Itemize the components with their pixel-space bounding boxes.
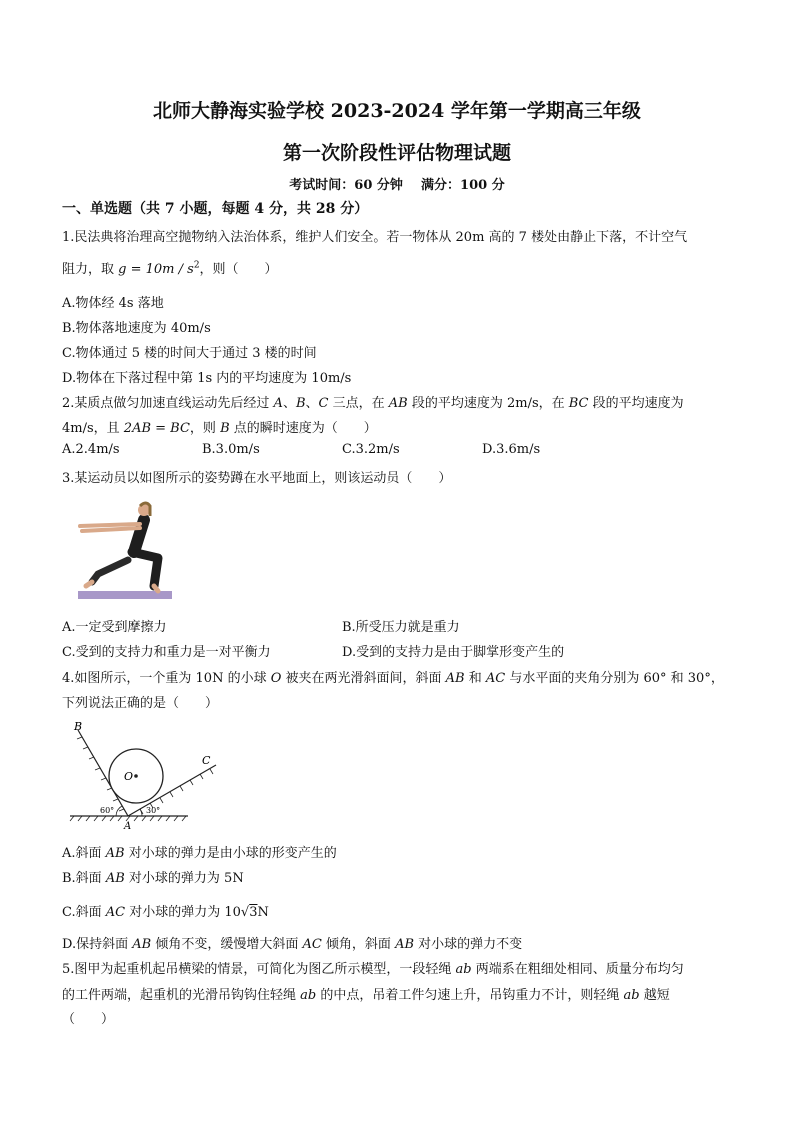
q2-option-b: B.3.0m/s bbox=[202, 442, 260, 457]
label-o: O bbox=[124, 770, 134, 783]
q2-option-c: C.3.2m/s bbox=[342, 442, 400, 457]
q1-g-value: g = 10m / s bbox=[118, 262, 194, 277]
q4-stem-line2: 下列说法正确的是（ ） bbox=[62, 696, 219, 711]
q2-text: 、 bbox=[282, 396, 296, 411]
q4-text: 对小球的弹力是由小球的形变产生的 bbox=[124, 846, 337, 861]
q4-text: 倾角，斜面 bbox=[321, 937, 396, 952]
q2-text: 、 bbox=[305, 396, 319, 411]
exam-meta bbox=[0, 174, 794, 193]
sqrt-sign: √ bbox=[240, 905, 250, 920]
q4-text: 倾角不变，缓慢增大斜面 bbox=[151, 937, 303, 952]
q4-text: 4.如图所示，一个重为 10N 的小球 bbox=[62, 671, 271, 686]
q4-stem-line1 bbox=[62, 667, 724, 686]
q2-var: B bbox=[295, 396, 306, 411]
q4-text: 对小球的弹力不变 bbox=[414, 937, 523, 952]
q4-var: O bbox=[270, 671, 282, 686]
inclined-planes-diagram bbox=[60, 718, 230, 836]
q2-text: ，则 bbox=[189, 421, 221, 436]
q5-stem-line3: （ ） bbox=[62, 1012, 115, 1027]
q5-text: 越短 bbox=[639, 988, 670, 1003]
q1-option-b: B.物体落地速度为 40m/s bbox=[62, 321, 211, 336]
q5-var: ab bbox=[455, 962, 472, 977]
q3-option-c: C.受到的支持力和重力是一对平衡力 bbox=[62, 645, 271, 660]
q2-stem-line1 bbox=[62, 392, 684, 411]
q2-text: 三点，在 bbox=[328, 396, 389, 411]
q5-text: 的中点，吊着工件匀速上升，吊钩重力不计，则轻绳 bbox=[316, 988, 624, 1003]
q4-var: AC bbox=[302, 937, 322, 952]
q2-option-a: A.2.4m/s bbox=[62, 442, 120, 457]
q4-option-c bbox=[62, 901, 269, 920]
label-c: C bbox=[202, 754, 211, 767]
sqrt-radicand: 3 bbox=[249, 905, 258, 920]
q2-text: 点的瞬时速度为（ ） bbox=[229, 421, 377, 436]
q4-var: AB bbox=[105, 871, 125, 886]
q1-option-d: D.物体在下落过程中第 1s 内的平均速度为 10m/s bbox=[62, 371, 352, 386]
q5-stem-line2 bbox=[62, 984, 670, 1003]
q4-text: 与水平面的夹角分别为 60° 和 30°， bbox=[505, 671, 724, 686]
q1-option-c: C.物体通过 5 楼的时间大于通过 3 楼的时间 bbox=[62, 346, 317, 361]
q4-text: C.斜面 bbox=[62, 905, 106, 920]
exam-time: 考试时间：60 分钟 bbox=[289, 178, 403, 193]
section-heading: 一、单选题（共 7 小题，每题 4 分，共 28 分） bbox=[62, 201, 369, 217]
q4-var: AC bbox=[485, 671, 506, 686]
q1-stem-line1: 1.民法典将治理高空抛物纳入法治体系，维护人们安全。若一物体从 20m 高的 7 楼处由静止下落，不计空气 bbox=[62, 230, 688, 245]
q2-stem-line2 bbox=[62, 417, 377, 436]
q3-stem: 3.某运动员以如图所示的姿势蹲在水平地面上，则该运动员（ ） bbox=[62, 471, 452, 486]
q2-text: 段的平均速度为 2m/s，在 bbox=[407, 396, 569, 411]
q4-option-a bbox=[62, 842, 337, 861]
q3-option-d: D.受到的支持力是由于脚掌形变产生的 bbox=[342, 645, 565, 660]
label-angle-60: 60° bbox=[100, 806, 115, 815]
q2-option-d: D.3.6m/s bbox=[482, 442, 541, 457]
q2-var: A bbox=[273, 396, 283, 411]
q4-text: 对小球的弹力为 5N bbox=[124, 871, 244, 886]
q4-text: A.斜面 bbox=[62, 846, 106, 861]
q4-var: AB bbox=[445, 671, 465, 686]
q2-var: AB bbox=[388, 396, 408, 411]
q4-text: D.保持斜面 bbox=[62, 937, 133, 952]
q4-option-b bbox=[62, 867, 244, 886]
q1-superscript: 2 bbox=[193, 260, 200, 271]
q2-var: BC bbox=[568, 396, 589, 411]
q4-var: AB bbox=[105, 846, 125, 861]
q4-option-d bbox=[62, 933, 522, 952]
label-b: B bbox=[74, 720, 83, 733]
label-a: A bbox=[124, 821, 132, 832]
q3-option-a: A.一定受到摩擦力 bbox=[62, 620, 167, 635]
q1-text: ，则（ ） bbox=[199, 262, 278, 277]
label-angle-30: 30° bbox=[146, 806, 161, 815]
q3-option-b: B.所受压力就是重力 bbox=[342, 620, 460, 635]
q4-var: AC bbox=[105, 905, 126, 920]
exam-title-line2: 第一次阶段性评估物理试题 bbox=[282, 142, 511, 164]
q2-text: 4m/s，且 bbox=[62, 421, 124, 436]
q5-var: ab bbox=[300, 988, 317, 1003]
q5-text: 两端系在粗细处相同、质量分布均匀 bbox=[471, 962, 684, 977]
q4-var: AB bbox=[395, 937, 415, 952]
q4-text: B.斜面 bbox=[62, 871, 106, 886]
athlete-squat-figure bbox=[76, 490, 174, 602]
q2-var: C bbox=[318, 396, 329, 411]
q4-text: 和 bbox=[464, 671, 486, 686]
q2-equation: 2AB = BC bbox=[123, 421, 190, 436]
q5-var: ab bbox=[623, 988, 640, 1003]
q2-text: 2.某质点做匀加速直线运动先后经过 bbox=[62, 396, 274, 411]
q4-unit: N bbox=[257, 905, 269, 920]
full-score: 满分：100 分 bbox=[421, 178, 505, 193]
q1-text: 阻力，取 bbox=[62, 262, 119, 277]
q5-text: 5.图甲为起重机起吊横梁的情景，可简化为图乙所示模型，一段轻绳 bbox=[62, 962, 456, 977]
exam-title-line1: 北师大静海实验学校 2023-2024 学年第一学期高三年级 bbox=[153, 100, 641, 122]
q4-var: AB bbox=[132, 937, 152, 952]
q4-text: 对小球的弹力为 10 bbox=[125, 905, 241, 920]
q5-stem-line1 bbox=[62, 958, 684, 977]
q2-text: 段的平均速度为 bbox=[588, 396, 684, 411]
q4-text: 被夹在两光滑斜面间，斜面 bbox=[281, 671, 446, 686]
q1-stem-line2 bbox=[62, 258, 278, 277]
q1-option-a: A.物体经 4s 落地 bbox=[62, 296, 164, 311]
q5-text: 的工件两端，起重机的光滑吊钩钩住轻绳 bbox=[62, 988, 301, 1003]
q2-var: B bbox=[220, 421, 230, 436]
